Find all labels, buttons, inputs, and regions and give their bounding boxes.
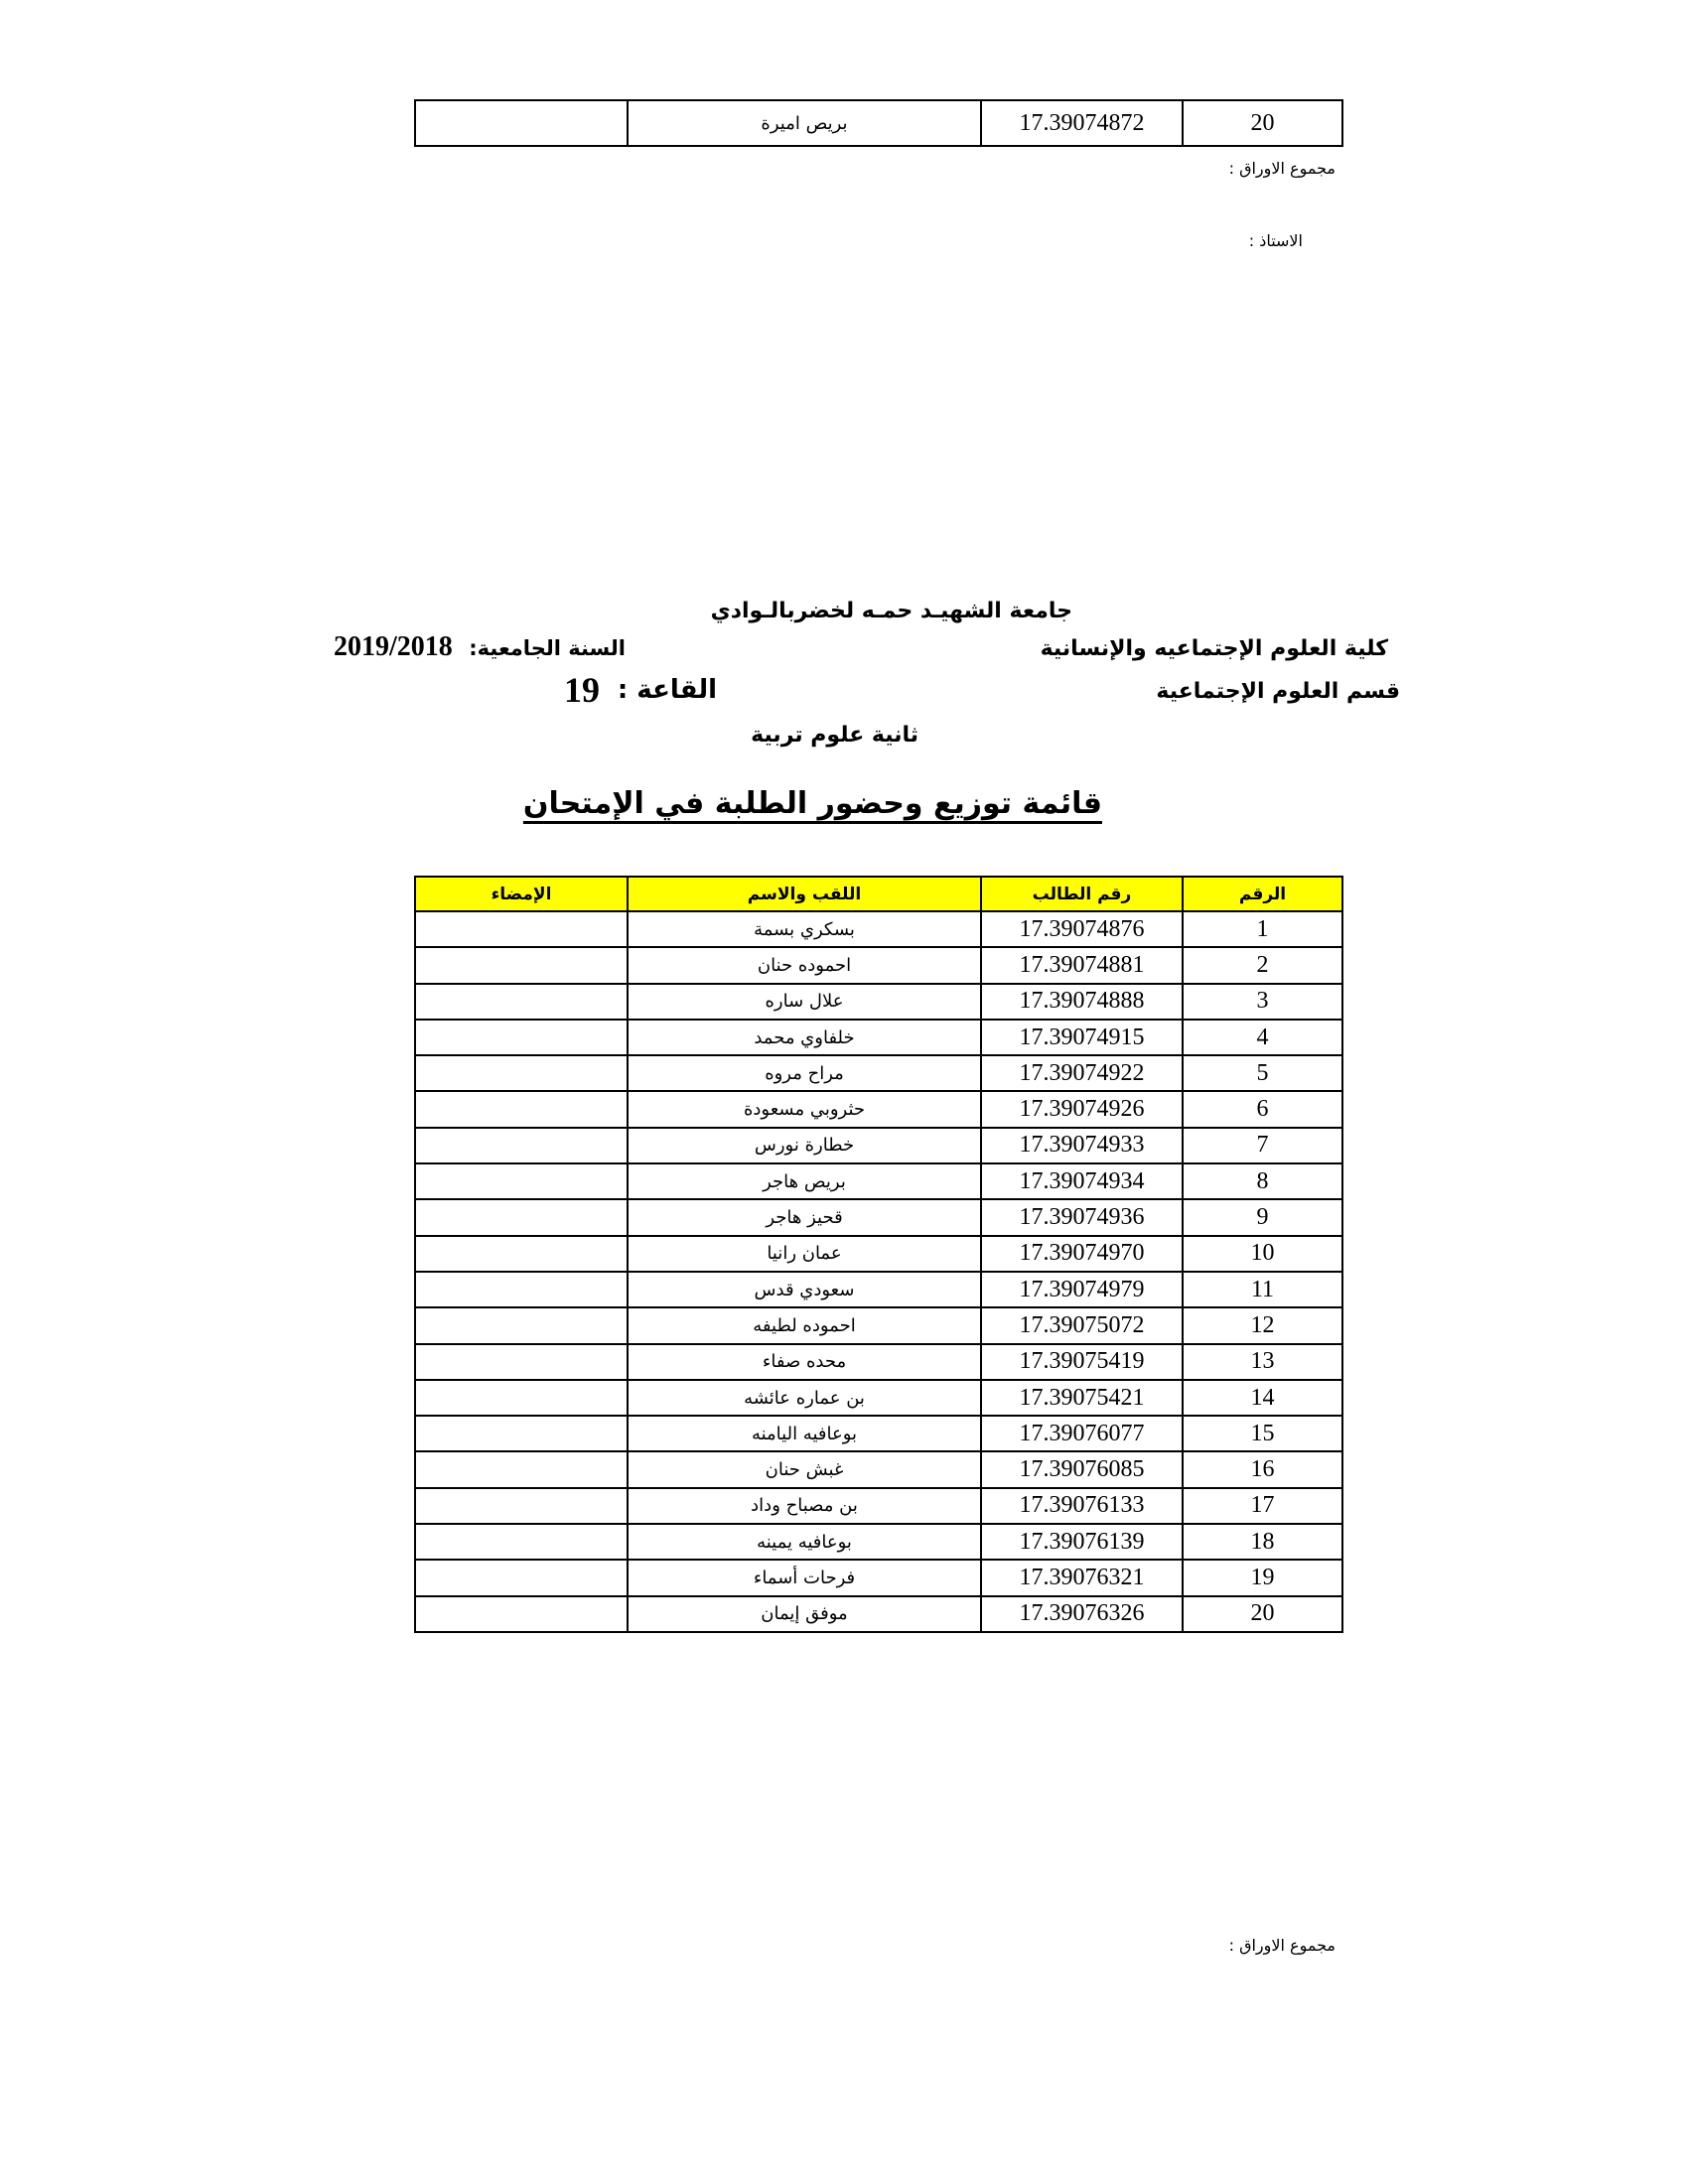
signature-cell[interactable] [415, 1524, 628, 1560]
student-name: بريص اميرة [628, 100, 981, 146]
student-name: بن عماره عائشه [628, 1380, 981, 1416]
student-name: مراح مروه [628, 1055, 981, 1091]
student-name: احموده لطيفه [628, 1307, 981, 1343]
teacher-label: الاستاذ : [1248, 231, 1303, 250]
table-row [415, 1091, 1342, 1127]
academic-year-label: السنة الجامعية: [469, 636, 626, 660]
row-number: 2 [1183, 947, 1342, 983]
signature-cell[interactable] [415, 1020, 628, 1055]
signature-cell[interactable] [415, 1344, 628, 1380]
student-id: 17.39074915 [981, 1020, 1183, 1055]
row-number: 16 [1183, 1451, 1342, 1487]
column-header-number: الرقم [1183, 877, 1342, 911]
student-id: 17.39074936 [981, 1199, 1183, 1235]
row-number: 8 [1183, 1163, 1342, 1199]
table-row [415, 1560, 1342, 1595]
table-row [415, 1272, 1342, 1307]
table-row [415, 947, 1342, 983]
signature-cell[interactable] [415, 1451, 628, 1487]
row-number: 4 [1183, 1020, 1342, 1055]
university-name: جامعة الشهيـد حمـه لخضربالـوادي [710, 599, 1072, 623]
student-name: بوعافيه يمينه [628, 1524, 981, 1560]
student-name: غبش حنان [628, 1451, 981, 1487]
student-name: حثروبي مسعودة [628, 1091, 981, 1127]
signature-cell[interactable] [415, 100, 628, 146]
student-id: 17.39076077 [981, 1416, 1183, 1451]
student-id: 17.39074888 [981, 984, 1183, 1020]
hall-number: 19 [564, 670, 600, 710]
signature-cell[interactable] [415, 1596, 628, 1632]
student-id: 17.39074970 [981, 1236, 1183, 1272]
sheets-total-label-bottom: مجموع الاوراق : [1228, 1936, 1336, 1955]
student-id: 17.39074881 [981, 947, 1183, 983]
student-name: بوعافيه اليامنه [628, 1416, 981, 1451]
signature-cell[interactable] [415, 947, 628, 983]
row-number: 7 [1183, 1128, 1342, 1163]
table-row [415, 1380, 1342, 1416]
student-id: 17.39076085 [981, 1451, 1183, 1487]
student-name: بريص هاجر [628, 1163, 981, 1199]
student-id: 17.39076139 [981, 1524, 1183, 1560]
student-id: 17.39075072 [981, 1307, 1183, 1343]
column-header-signature: الإمضاء [415, 877, 628, 911]
row-number: 17 [1183, 1488, 1342, 1524]
page-title: قائمة توزيع وحضور الطلبة في الإمتحان [522, 786, 1102, 821]
signature-cell[interactable] [415, 1199, 628, 1235]
table-row [415, 1128, 1342, 1163]
signature-cell[interactable] [415, 911, 628, 947]
academic-year-value: 2019/2018 [334, 631, 453, 662]
table-row [415, 1307, 1342, 1343]
student-id: 17.39075421 [981, 1380, 1183, 1416]
row-number: 19 [1183, 1560, 1342, 1595]
signature-cell[interactable] [415, 1307, 628, 1343]
table-row [415, 984, 1342, 1020]
signature-cell[interactable] [415, 1091, 628, 1127]
row-number: 9 [1183, 1199, 1342, 1235]
student-id: 17.39074933 [981, 1128, 1183, 1163]
hall-label: القاعة : [617, 675, 717, 705]
faculty-name: كلية العلوم الإجتماعيه والإنسانية [1040, 636, 1388, 661]
student-id: 17.39076133 [981, 1488, 1183, 1524]
student-name: عمان رانيا [628, 1236, 981, 1272]
signature-cell[interactable] [415, 1380, 628, 1416]
student-name: سعودي قدس [628, 1272, 981, 1307]
table-header-row [415, 877, 1342, 911]
row-number: 20 [1183, 1596, 1342, 1632]
signature-cell[interactable] [415, 1236, 628, 1272]
row-number: 5 [1183, 1055, 1342, 1091]
signature-cell[interactable] [415, 1560, 628, 1595]
signature-cell[interactable] [415, 1128, 628, 1163]
table-row [415, 1451, 1342, 1487]
signature-cell[interactable] [415, 1488, 628, 1524]
student-id: 17.39074922 [981, 1055, 1183, 1091]
row-number: 13 [1183, 1344, 1342, 1380]
signature-cell[interactable] [415, 1416, 628, 1451]
student-id: 17.39074979 [981, 1272, 1183, 1307]
table-row [415, 1020, 1342, 1055]
row-number: 18 [1183, 1524, 1342, 1560]
signature-cell[interactable] [415, 1272, 628, 1307]
student-name: بن مصباح وداد [628, 1488, 981, 1524]
table-row [415, 1163, 1342, 1199]
student-id: 17.39074876 [981, 911, 1183, 947]
table-row [415, 1524, 1342, 1560]
table-row [415, 1236, 1342, 1272]
row-number: 6 [1183, 1091, 1342, 1127]
table-row [415, 1199, 1342, 1235]
top-fragment-table [414, 99, 1343, 147]
table-row [415, 1055, 1342, 1091]
department-name: قسم العلوم الإجتماعية [1156, 679, 1400, 704]
table-row [415, 1488, 1342, 1524]
row-number: 10 [1183, 1236, 1342, 1272]
student-name: احموده حنان [628, 947, 981, 983]
row-number: 12 [1183, 1307, 1342, 1343]
student-name: قحيز هاجر [628, 1199, 981, 1235]
student-name: خلفاوي محمد [628, 1020, 981, 1055]
student-id: 17.39076321 [981, 1560, 1183, 1595]
student-name: بسكري بسمة [628, 911, 981, 947]
study-level: ثانية علوم تربية [751, 723, 918, 748]
table-row [415, 1344, 1342, 1380]
sheets-total-label-top: مجموع الاوراق : [1228, 159, 1336, 178]
signature-cell[interactable] [415, 1055, 628, 1091]
row-number: 3 [1183, 984, 1342, 1020]
signature-cell[interactable] [415, 984, 628, 1020]
table-row [415, 911, 1342, 947]
student-name: فرحات أسماء [628, 1560, 981, 1595]
row-number: 20 [1183, 100, 1342, 146]
student-id: 17.39075419 [981, 1344, 1183, 1380]
table-row [415, 1596, 1342, 1632]
attendance-table [414, 876, 1343, 1633]
signature-cell[interactable] [415, 1163, 628, 1199]
column-header-name: اللقب والاسم [628, 877, 981, 911]
student-name: علال ساره [628, 984, 981, 1020]
table-row [415, 1416, 1342, 1451]
column-header-student-id: رقم الطالب [981, 877, 1183, 911]
student-id: 17.39074934 [981, 1163, 1183, 1199]
row-number: 14 [1183, 1380, 1342, 1416]
student-id: 17.39074926 [981, 1091, 1183, 1127]
student-id: 17.39076326 [981, 1596, 1183, 1632]
row-number: 15 [1183, 1416, 1342, 1451]
student-name: خطارة نورس [628, 1128, 981, 1163]
student-name: محده صفاء [628, 1344, 981, 1380]
row-number: 11 [1183, 1272, 1342, 1307]
student-name: موفق إيمان [628, 1596, 981, 1632]
student-id: 17.39074872 [981, 100, 1183, 146]
table-row [415, 100, 1342, 146]
row-number: 1 [1183, 911, 1342, 947]
